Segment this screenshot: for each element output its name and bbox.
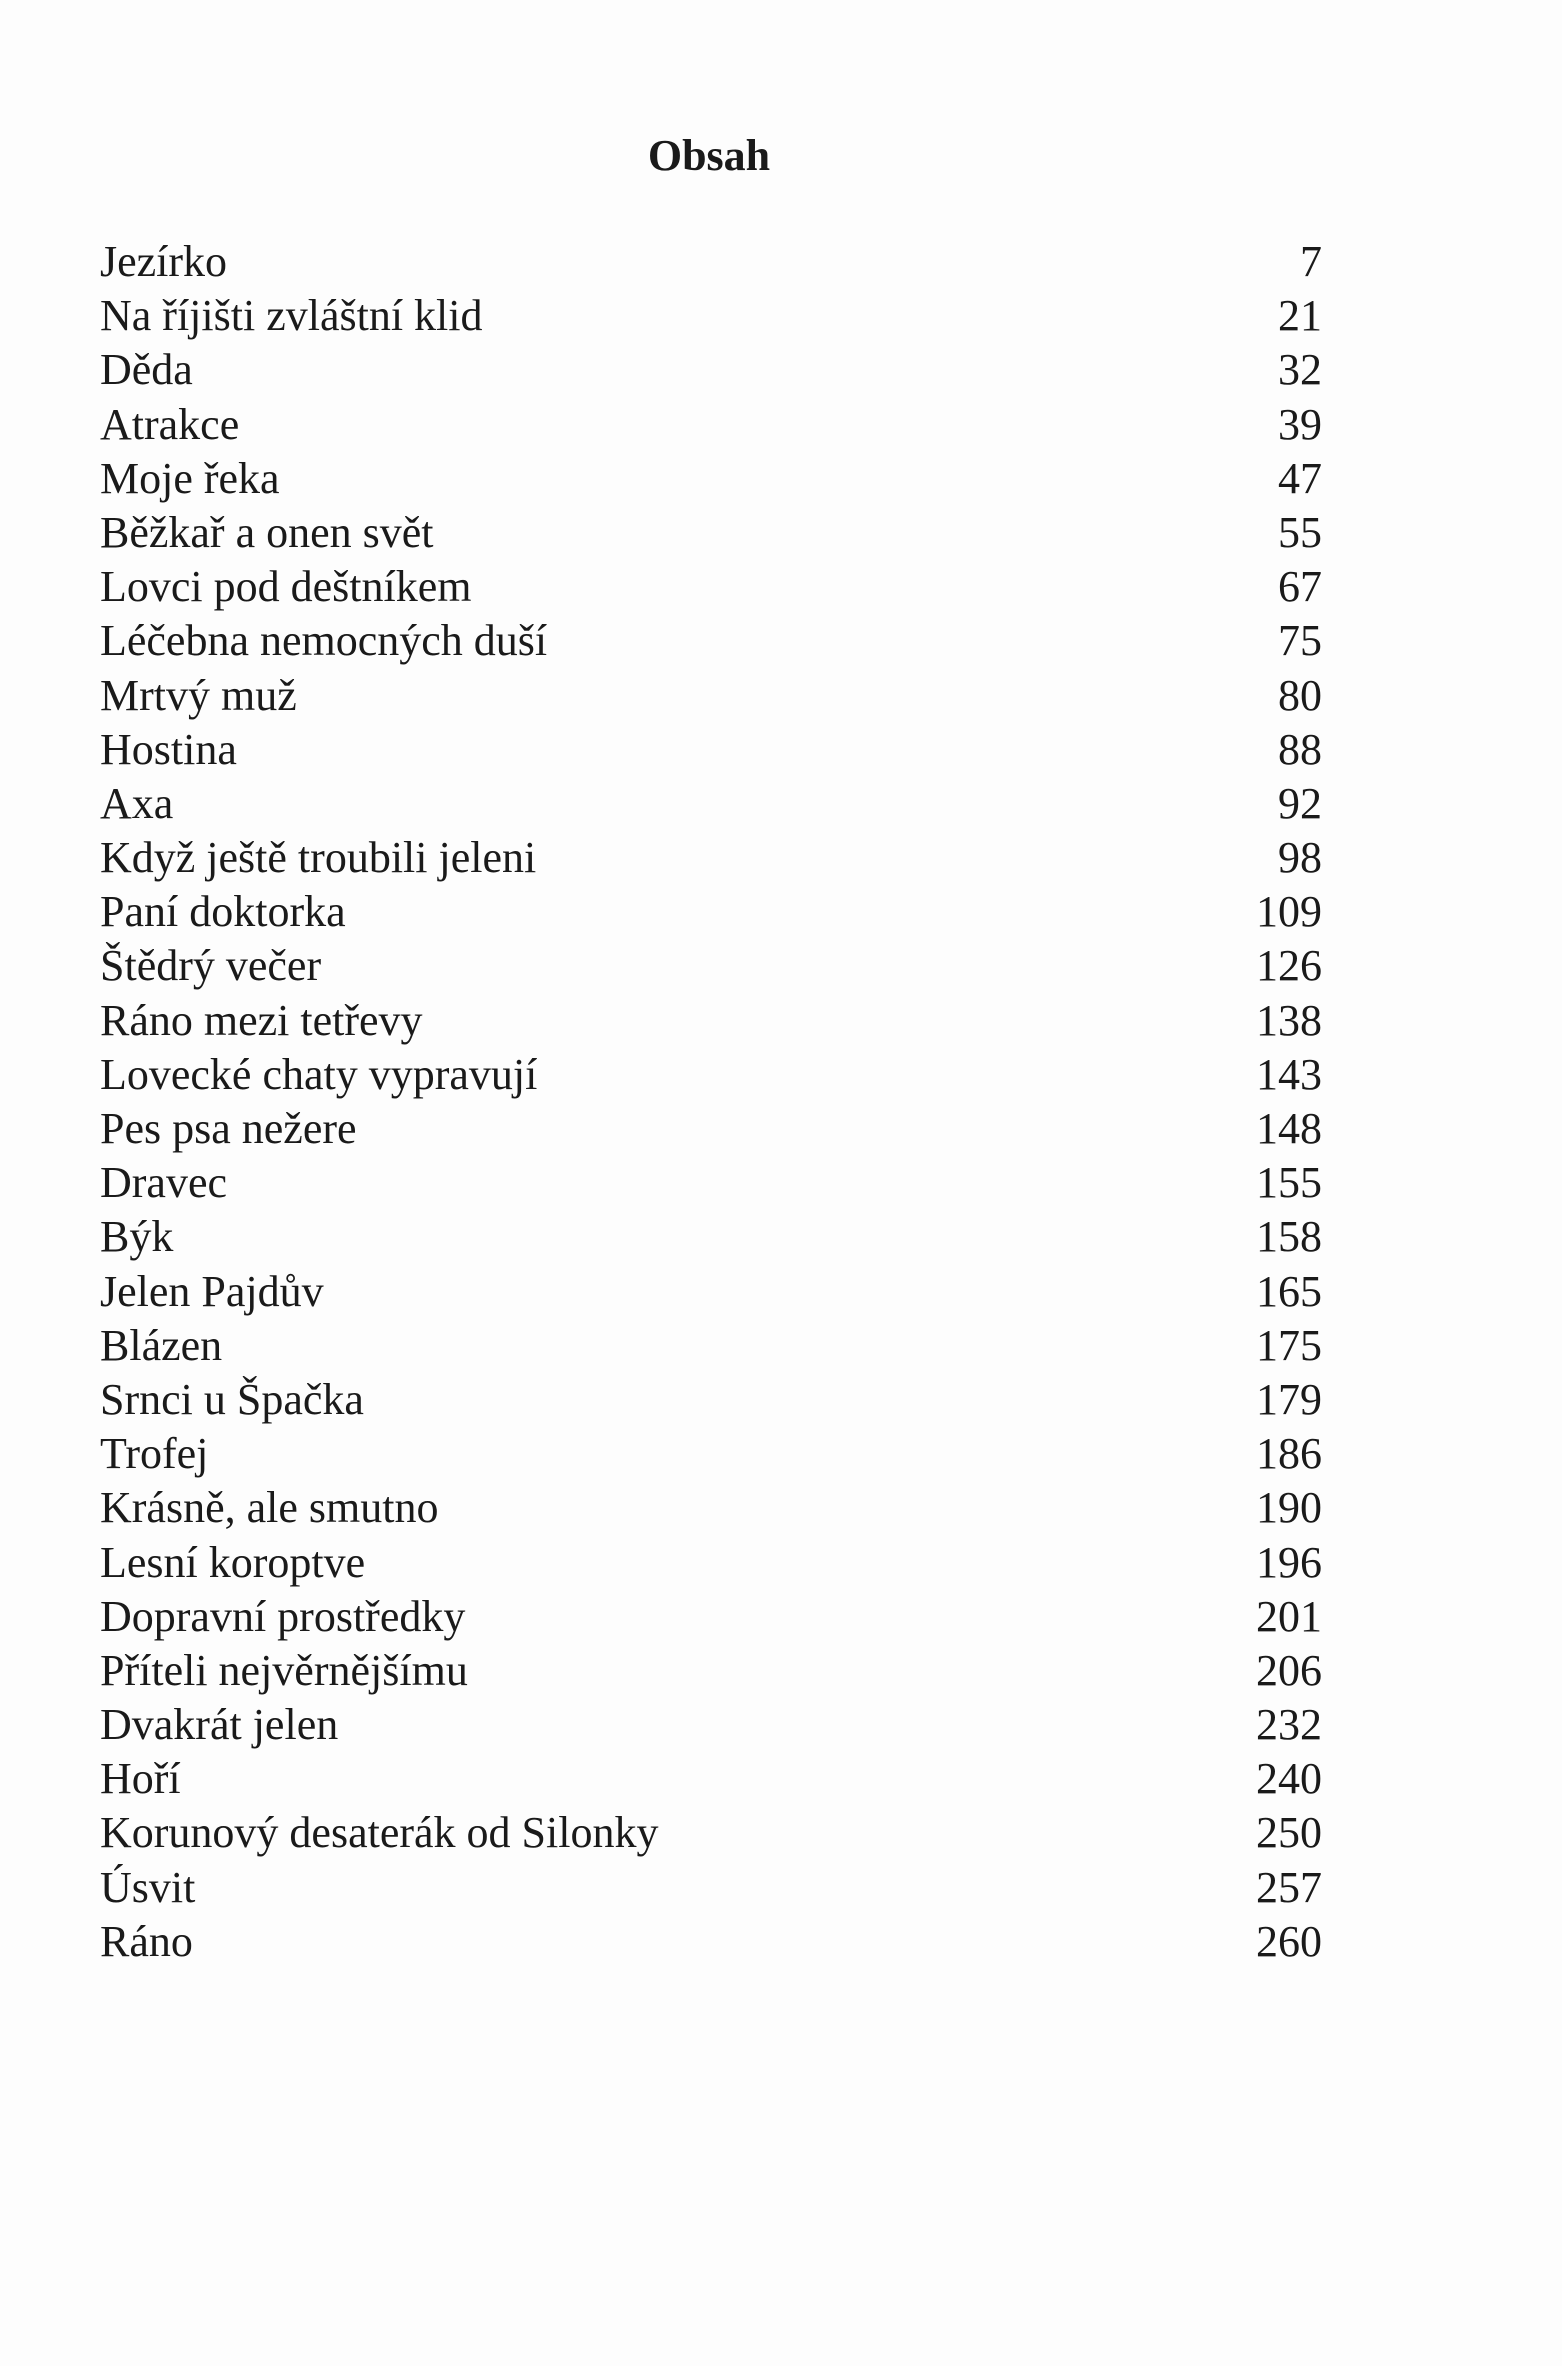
toc-entry-title: Paní doktorka — [100, 887, 346, 937]
toc-entry — [100, 723, 1322, 777]
toc-entry-page-number: 190 — [1256, 1483, 1322, 1533]
toc-entry-page-number: 7 — [1300, 237, 1322, 286]
toc-entry-title: Srnci u Špačka — [100, 1374, 364, 1424]
toc-entry-page-number: 186 — [1256, 1429, 1322, 1479]
toc-entry-title: Moje řeka — [100, 453, 280, 503]
toc-entry-page-number: 92 — [1278, 778, 1322, 828]
toc-entry — [100, 1806, 1322, 1860]
toc-entry-title: Když ještě troubili jeleni — [100, 833, 537, 883]
toc-entry — [100, 885, 1322, 939]
toc-entry — [100, 398, 1322, 452]
toc-entry-page-number: 175 — [1256, 1320, 1322, 1370]
toc-entry — [100, 1156, 1322, 1210]
toc-entry — [100, 1265, 1322, 1319]
toc-entry-page-number: 67 — [1278, 562, 1322, 612]
toc-entry — [100, 614, 1322, 668]
toc-entry-title: Trofej — [100, 1429, 209, 1479]
toc-entry-page-number: 155 — [1256, 1158, 1322, 1208]
toc-entry-page-number: 158 — [1256, 1212, 1322, 1262]
toc-entry-page-number: 179 — [1256, 1374, 1322, 1424]
toc-entry-title: Běžkař a onen svět — [100, 507, 434, 557]
toc-entry-page-number: 143 — [1256, 1049, 1322, 1099]
toc-entry-title: Lesní koroptve — [100, 1537, 366, 1587]
toc-entry — [100, 452, 1322, 506]
toc-entry — [100, 777, 1322, 831]
toc-entry-title: Hoří — [100, 1754, 181, 1804]
toc-entry-page-number: 32 — [1278, 345, 1322, 395]
toc-entry-title: Axa — [100, 778, 174, 828]
toc-entry-page-number: 75 — [1278, 616, 1322, 666]
toc-entry-title: Mrtvý muž — [100, 670, 297, 720]
toc-entry — [100, 1915, 1322, 1969]
toc-entry — [100, 1752, 1322, 1806]
toc-entry — [100, 1319, 1322, 1373]
toc-entry — [100, 939, 1322, 993]
page-title: Obsah — [647, 131, 771, 180]
toc-entry-title: Děda — [100, 345, 193, 395]
toc-entry-page-number: 47 — [1278, 453, 1322, 503]
toc-entry-title: Krásně, ale smutno — [100, 1483, 439, 1533]
toc-entry — [100, 1373, 1322, 1427]
toc-entry-title: Lovci pod deštníkem — [100, 562, 472, 612]
toc-entry-page-number: 240 — [1256, 1754, 1322, 1804]
toc-entry-title: Dvakrát jelen — [100, 1700, 339, 1750]
toc-entry-title: Dopravní prostředky — [100, 1591, 466, 1641]
toc-entry-title: Blázen — [100, 1320, 223, 1370]
toc-entry-page-number: 126 — [1256, 941, 1322, 991]
toc-entry-page-number: 250 — [1256, 1808, 1322, 1858]
toc-entry-title: Ráno mezi tetřevy — [100, 995, 423, 1045]
toc-entry-title: Atrakce — [100, 399, 240, 449]
toc-entry-page-number: 138 — [1256, 995, 1322, 1045]
toc-entry-page-number: 98 — [1278, 833, 1322, 883]
toc-entry-title: Úsvit — [100, 1862, 196, 1912]
toc-entry-title: Ráno — [100, 1916, 193, 1966]
toc-entry-page-number: 148 — [1256, 1104, 1322, 1153]
toc-entry-page-number: 88 — [1278, 724, 1322, 774]
toc-entry-title: Lovecké chaty vypravují — [100, 1049, 538, 1099]
toc-entry-title: Pes psa nežere — [100, 1104, 357, 1153]
toc-entry — [100, 1590, 1322, 1644]
toc-entry-page-number: 109 — [1256, 887, 1322, 937]
toc-entry — [100, 1644, 1322, 1698]
toc-entry-title: Na říjišti zvláštní klid — [100, 291, 483, 341]
toc-entry-title: Příteli nejvěrnějšímu — [100, 1645, 468, 1695]
toc-entry — [100, 831, 1322, 885]
toc-entry-page-number: 257 — [1256, 1862, 1322, 1912]
toc-entry — [100, 1048, 1322, 1102]
toc-entry — [100, 994, 1322, 1048]
toc-entry — [100, 506, 1322, 560]
toc-entry-title: Jelen Pajdův — [100, 1266, 324, 1316]
toc-entry — [100, 1481, 1322, 1535]
toc-entry-page-number: 39 — [1278, 399, 1322, 449]
toc-entry-page-number: 232 — [1256, 1700, 1322, 1750]
toc-entry — [100, 1427, 1322, 1481]
table-of-contents — [100, 235, 1322, 1969]
toc-entry-page-number: 80 — [1278, 670, 1322, 720]
toc-entry-title: Léčebna nemocných duší — [100, 616, 548, 666]
toc-entry-page-number: 260 — [1256, 1916, 1322, 1966]
toc-entry-title: Býk — [100, 1212, 174, 1262]
toc-entry — [100, 669, 1322, 723]
toc-entry-title: Dravec — [100, 1158, 228, 1208]
toc-entry — [100, 1698, 1322, 1752]
toc-entry — [100, 560, 1322, 614]
toc-entry — [100, 1536, 1322, 1590]
toc-entry-page-number: 21 — [1278, 291, 1322, 341]
toc-entry-title: Štědrý večer — [100, 941, 322, 991]
toc-entry — [100, 289, 1322, 343]
toc-entry-page-number: 55 — [1278, 507, 1322, 557]
toc-entry-title: Hostina — [100, 724, 237, 774]
toc-entry-page-number: 206 — [1256, 1645, 1322, 1695]
toc-entry-title: Korunový desaterák od Silonky — [100, 1808, 659, 1858]
toc-entry — [100, 343, 1322, 397]
toc-entry-page-number: 196 — [1256, 1537, 1322, 1587]
toc-entry — [100, 1102, 1322, 1156]
toc-entry-page-number: 165 — [1256, 1266, 1322, 1316]
toc-entry-page-number: 201 — [1256, 1591, 1322, 1641]
toc-entry-title: Jezírko — [100, 237, 228, 286]
toc-entry — [100, 1861, 1322, 1915]
toc-entry — [100, 1210, 1322, 1264]
toc-entry — [100, 235, 1322, 289]
